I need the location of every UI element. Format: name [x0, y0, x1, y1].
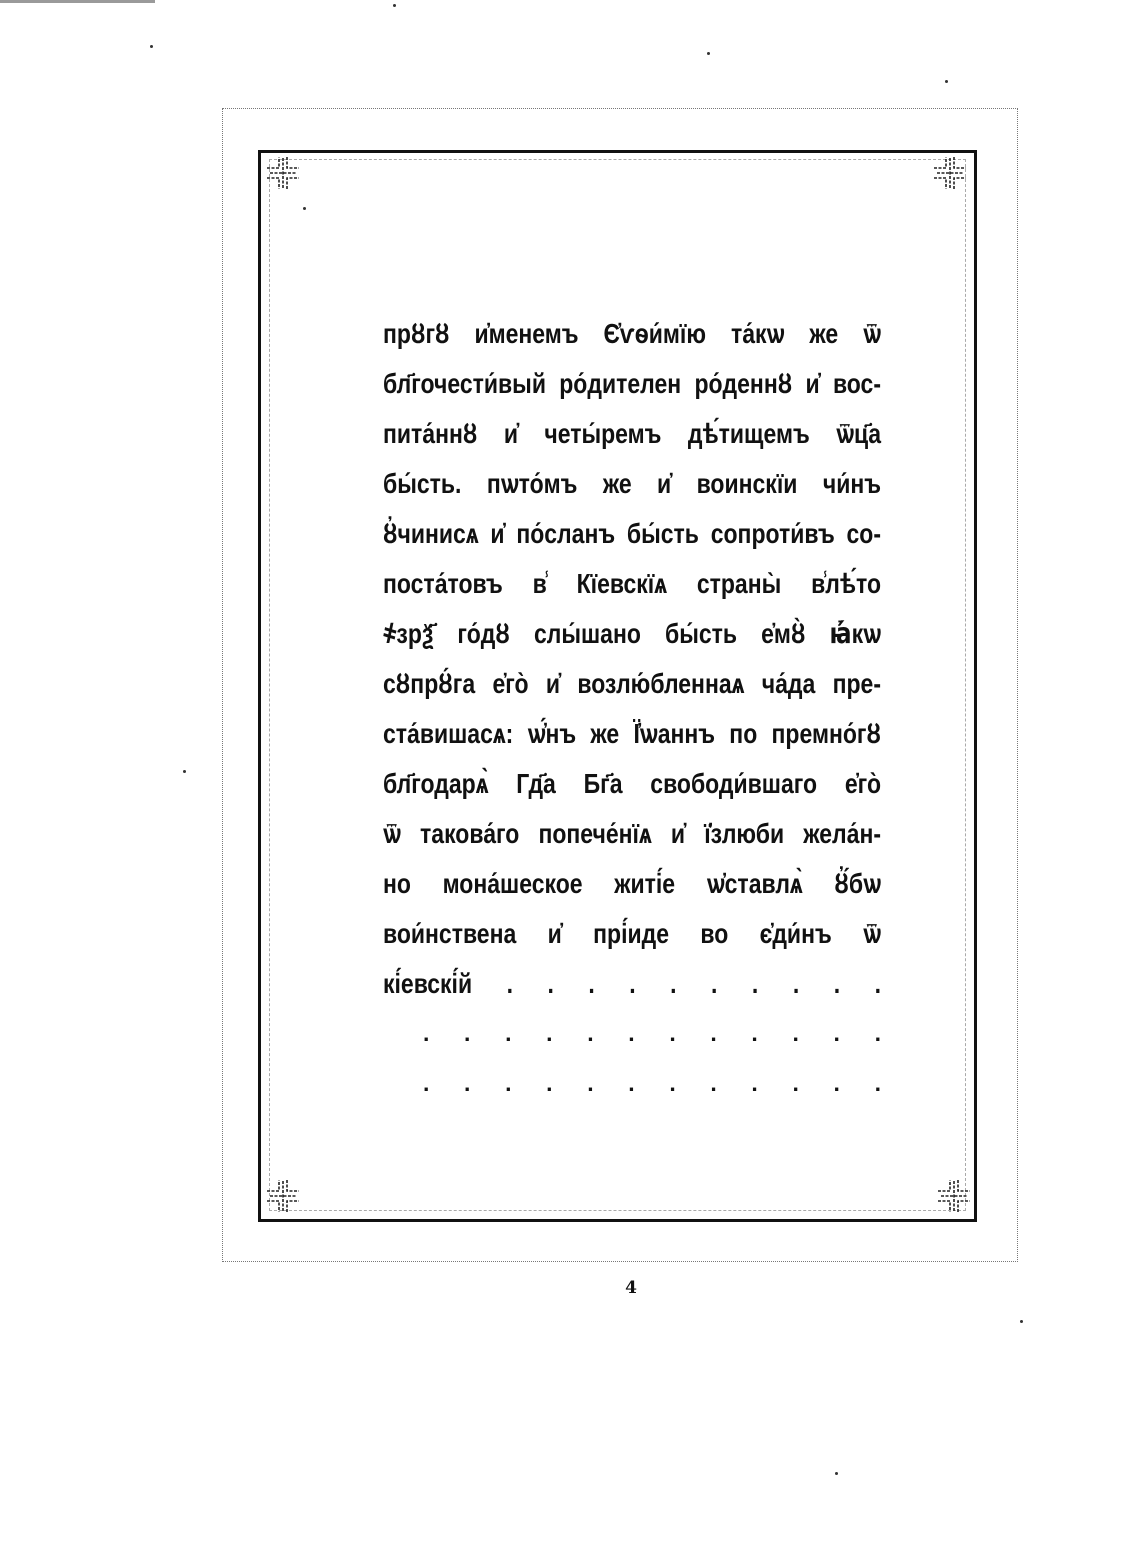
scan-speck — [707, 52, 710, 55]
page-number: 4 — [625, 1278, 637, 1298]
text-line: поста́товъ в̾ Кїевскїѧ страны̀ в̾лѣ́то — [383, 567, 881, 599]
scan-speck — [393, 4, 396, 7]
text-line: сȣпрȣ́га е҆го̀ и҆ возлю́бленнаѧ ча́да пре- — [383, 667, 881, 699]
body-text — [383, 308, 881, 1108]
text-line: кі́евскі́й . . . . . . . . . . — [383, 967, 881, 999]
scan-speck — [945, 80, 948, 83]
corner-ornament-top-right-icon — [932, 155, 968, 191]
corner-ornament-top-left-icon — [265, 155, 301, 191]
ellipsis-dot-row: . . . . . . . . . . . . — [423, 1020, 881, 1046]
scan-speck — [183, 770, 186, 773]
text-line: но мона́шеское житі́е ѡ҆ставлѧ̀ ȣ҆́бѡ — [383, 867, 881, 899]
text-line: пита́ннȣ и҆ четы́ремъ дѣ́тищемъ ѿц҃а — [383, 417, 881, 449]
text-line: бы́сть. пѡто́мъ же и҆ воинскїи чи́нъ — [383, 467, 881, 499]
corner-ornament-bottom-left-icon — [265, 1178, 301, 1214]
text-line: вои́нствена и҆ прі́иде во є҆ди́нъ ѿ — [383, 917, 881, 949]
scan-speck — [150, 45, 153, 48]
scan-speck — [835, 1472, 838, 1475]
text-line: прȣгȣ и҆менемъ Є҆ѵѳи́мїю та́кѡ же ѿ — [383, 317, 881, 349]
text-line: ҂зрѯ҃ го́дȣ слы́шано бы́сть е҆мȣ̀ ꙗ҆́кѡ — [383, 617, 881, 649]
text-line: ста́вишасѧ: ѡ҆́нъ же Ї҆ѡаннъ по премно́гȣ — [383, 717, 881, 749]
text-line: ѿ такова́го попече́нїѧ и҆ ї҆злюби жела́н- — [383, 817, 881, 849]
text-line: бл҃гочести́вый ро́дителен ро́деннȣ и҆ вос- — [383, 367, 881, 399]
text-line: ȣ҆чинисѧ и҆ по́сланъ бы́сть сопроти́въ со- — [383, 517, 881, 549]
text-line: бл҃годарѧ̀ Гд҃а Бг҃а свободи́вшаго е҆го̀ — [383, 767, 881, 799]
ellipsis-dot-row: . . . . . . . . . . . . — [423, 1070, 881, 1096]
corner-ornament-bottom-right-icon — [936, 1178, 972, 1214]
scan-speck — [1020, 1320, 1023, 1323]
scan-edge-mark — [0, 0, 155, 3]
